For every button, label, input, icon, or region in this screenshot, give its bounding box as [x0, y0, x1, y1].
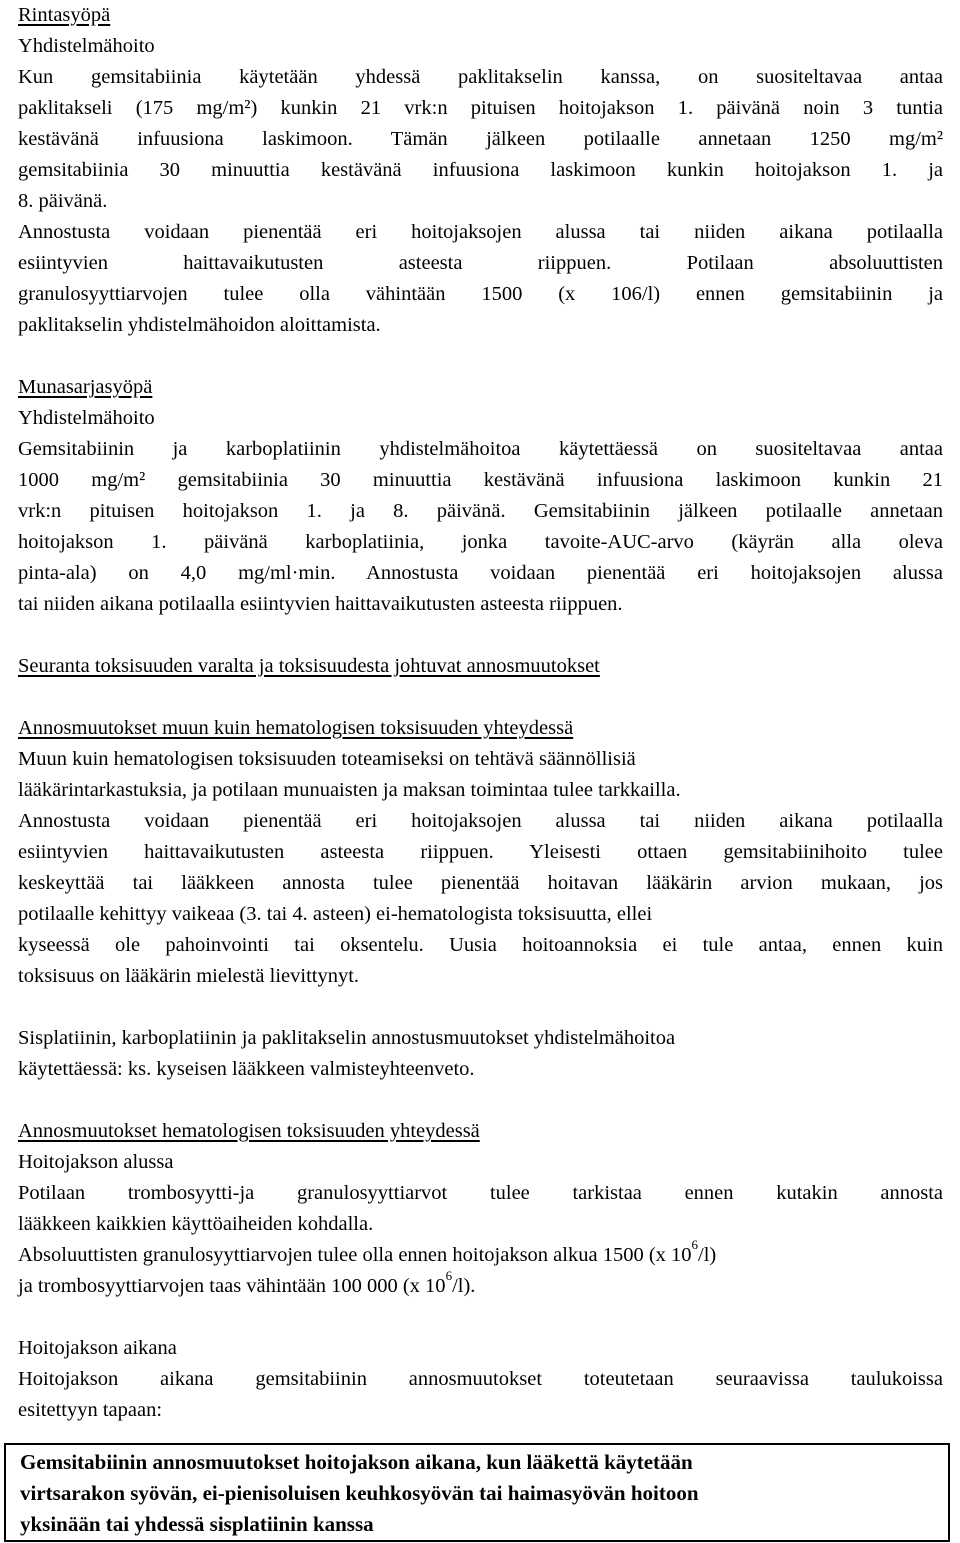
- text-line: hoitojakson 1. päivänä karboplatiinia, jonka tavoite-AUC-arvo (käyrän alla oleva: [18, 531, 943, 553]
- text-line: keskeyttää tai lääkkeen annosta tulee pienentää hoitavan lääkärin arvion mukaan, jos: [18, 872, 943, 894]
- text-line: 8. päivänä.: [18, 190, 108, 212]
- text-line: Potilaan trombosyytti-ja granulosyyttiarvot tulee tarkistaa ennen kutakin annosta: [18, 1182, 943, 1204]
- text-line: paklitakselin yhdistelmähoidon aloittamista.: [18, 314, 381, 336]
- section-heading-monitoring: Seuranta toksisuuden varalta ja toksisuudesta johtuvat annosmuutokset: [18, 655, 600, 677]
- table-caption-line: yksinään tai yhdessä sisplatiinin kanssa: [20, 1512, 374, 1536]
- text-line: Muun kuin hematologisen toksisuuden toteamiseksi on tehtävä säännöllisiä: [18, 748, 636, 770]
- spacer: [18, 992, 943, 1023]
- text-line: Gemsitabiinin ja karboplatiinin yhdistelmähoitoa käytettäessä on suositeltavaa antaa: [18, 438, 943, 460]
- superscript: 6: [445, 1268, 453, 1284]
- text-line: käytettäessä: ks. kyseisen lääkkeen valmisteyhteenveto.: [18, 1058, 475, 1080]
- superscript: 6: [691, 1237, 699, 1253]
- subheading-combination: Yhdistelmähoito: [18, 35, 155, 57]
- text-line: Sisplatiinin, karboplatiinin ja paklitakselin annostusmuutokset yhdistelmähoitoa: [18, 1027, 676, 1049]
- subheading-during-cycle: Hoitojakson aikana: [18, 1337, 177, 1359]
- text-line: lääkärintarkastuksia, ja potilaan munuaisten ja maksan toimintaa tulee tarkkailla.: [18, 779, 681, 801]
- spacer: [18, 1302, 943, 1333]
- text-fragment: /l).: [452, 1275, 476, 1297]
- table-caption-line: virtsarakon syövän, ei-pienisoluisen keuhkosyövän tai haimasyövän hoitoon: [20, 1481, 699, 1505]
- text-line: Hoitojakson aikana gemsitabiinin annosmuutokset toteutetaan seuraavissa taulukoissa: [18, 1368, 943, 1390]
- text-line: vrk:n pituisen hoitojakson 1. ja 8. päivänä. Gemsitabiinin jälkeen potilaalle annetaan: [18, 500, 943, 522]
- spacer: [18, 1085, 943, 1116]
- text-line: pinta-ala) on 4,0 mg/ml·min. Annostusta voidaan pienentää eri hoitojaksojen alussa: [18, 562, 943, 584]
- text-line: lääkkeen kaikkien käyttöaiheiden kohdalla.: [18, 1213, 374, 1235]
- section-heading-breast: Rintasyöpä: [18, 4, 111, 26]
- text-line: tai niiden aikana potilaalla esiintyvien haittavaikutusten asteesta riippuen.: [18, 593, 623, 615]
- text-line: kyseessä ole pahoinvointi tai oksentelu. Uusia hoitoannoksia ei tule antaa, ennen kuin: [18, 934, 943, 956]
- text-line-granulocyte-limit: [18, 1237, 943, 1271]
- paragraph-nonhematologic: [18, 744, 943, 992]
- text-line: paklitakseli (175 mg/m²) kunkin 21 vrk:n pituisen hoitojakson 1. päivänä noin 3 tuntia: [18, 97, 943, 119]
- paragraph-cycle-start: [18, 1178, 943, 1302]
- paragraph-breast-adjustment: [18, 217, 943, 341]
- text-line: kestävänä infuusiona laskimoon. Tämän jälkeen potilaalle annetaan 1250 mg/m²: [18, 128, 943, 150]
- table-caption-line: Gemsitabiinin annosmuutokset hoitojakson aikana, kun lääkettä käytetään: [20, 1450, 693, 1474]
- text-line: Annostusta voidaan pienentää eri hoitojaksojen alussa tai niiden aikana potilaalla: [18, 221, 943, 243]
- text-fragment: ja trombosyyttiarvojen taas vähintään 100 000 (x 10: [18, 1275, 446, 1297]
- text-fragment: Absoluuttisten granulosyyttiarvojen tulee olla ennen hoitojakson alkua 1500 (x 10: [18, 1244, 692, 1266]
- document-body: [18, 0, 943, 1426]
- subheading-combination: Yhdistelmähoito: [18, 407, 155, 429]
- subheading-cycle-start: Hoitojakson alussa: [18, 1151, 174, 1173]
- text-line: 1000 mg/m² gemsitabiinia 30 minuuttia kestävänä infuusiona laskimoon kunkin 21: [18, 469, 943, 491]
- text-fragment: /l): [698, 1244, 717, 1266]
- spacer: [18, 682, 943, 713]
- paragraph-combination-reference: [18, 1023, 943, 1085]
- table-caption-box: [4, 1443, 950, 1542]
- text-line: potilaalle kehittyy vaikeaa (3. tai 4. asteen) ei-hematologista toksisuutta, ellei: [18, 903, 653, 925]
- section-heading-hematologic: Annosmuutokset hematologisen toksisuuden yhteydessä: [18, 1120, 480, 1142]
- section-heading-nonhematologic: Annosmuutokset muun kuin hematologisen toksisuuden yhteydessä: [18, 717, 574, 739]
- text-line: esitettyyn tapaan:: [18, 1399, 163, 1421]
- text-line: granulosyyttiarvojen tulee olla vähintään 1500 (x 106/l) ennen gemsitabiinin ja: [18, 283, 943, 305]
- text-line: esiintyvien haittavaikutusten asteesta riippuen. Yleisesti ottaen gemsitabiinihoito tulee: [18, 841, 943, 863]
- section-heading-ovarian: Munasarjasyöpä: [18, 376, 153, 398]
- spacer: [18, 620, 943, 651]
- spacer: [18, 341, 943, 372]
- text-line: Kun gemsitabiinia käytetään yhdessä paklitakselin kanssa, on suositeltavaa antaa: [18, 66, 943, 88]
- text-line: toksisuus on lääkärin mielestä lievittynyt.: [18, 965, 360, 987]
- text-line: gemsitabiinia 30 minuuttia kestävänä infuusiona laskimoon kunkin hoitojakson 1. ja: [18, 159, 943, 181]
- paragraph-during-cycle: [18, 1364, 943, 1426]
- paragraph-ovarian-dosing: [18, 434, 943, 620]
- text-line: esiintyvien haittavaikutusten asteesta riippuen. Potilaan absoluuttisten: [18, 252, 943, 274]
- text-line: Annostusta voidaan pienentää eri hoitojaksojen alussa tai niiden aikana potilaalla: [18, 810, 943, 832]
- paragraph-breast-dosing: [18, 62, 943, 217]
- text-line-platelet-limit: [18, 1268, 943, 1302]
